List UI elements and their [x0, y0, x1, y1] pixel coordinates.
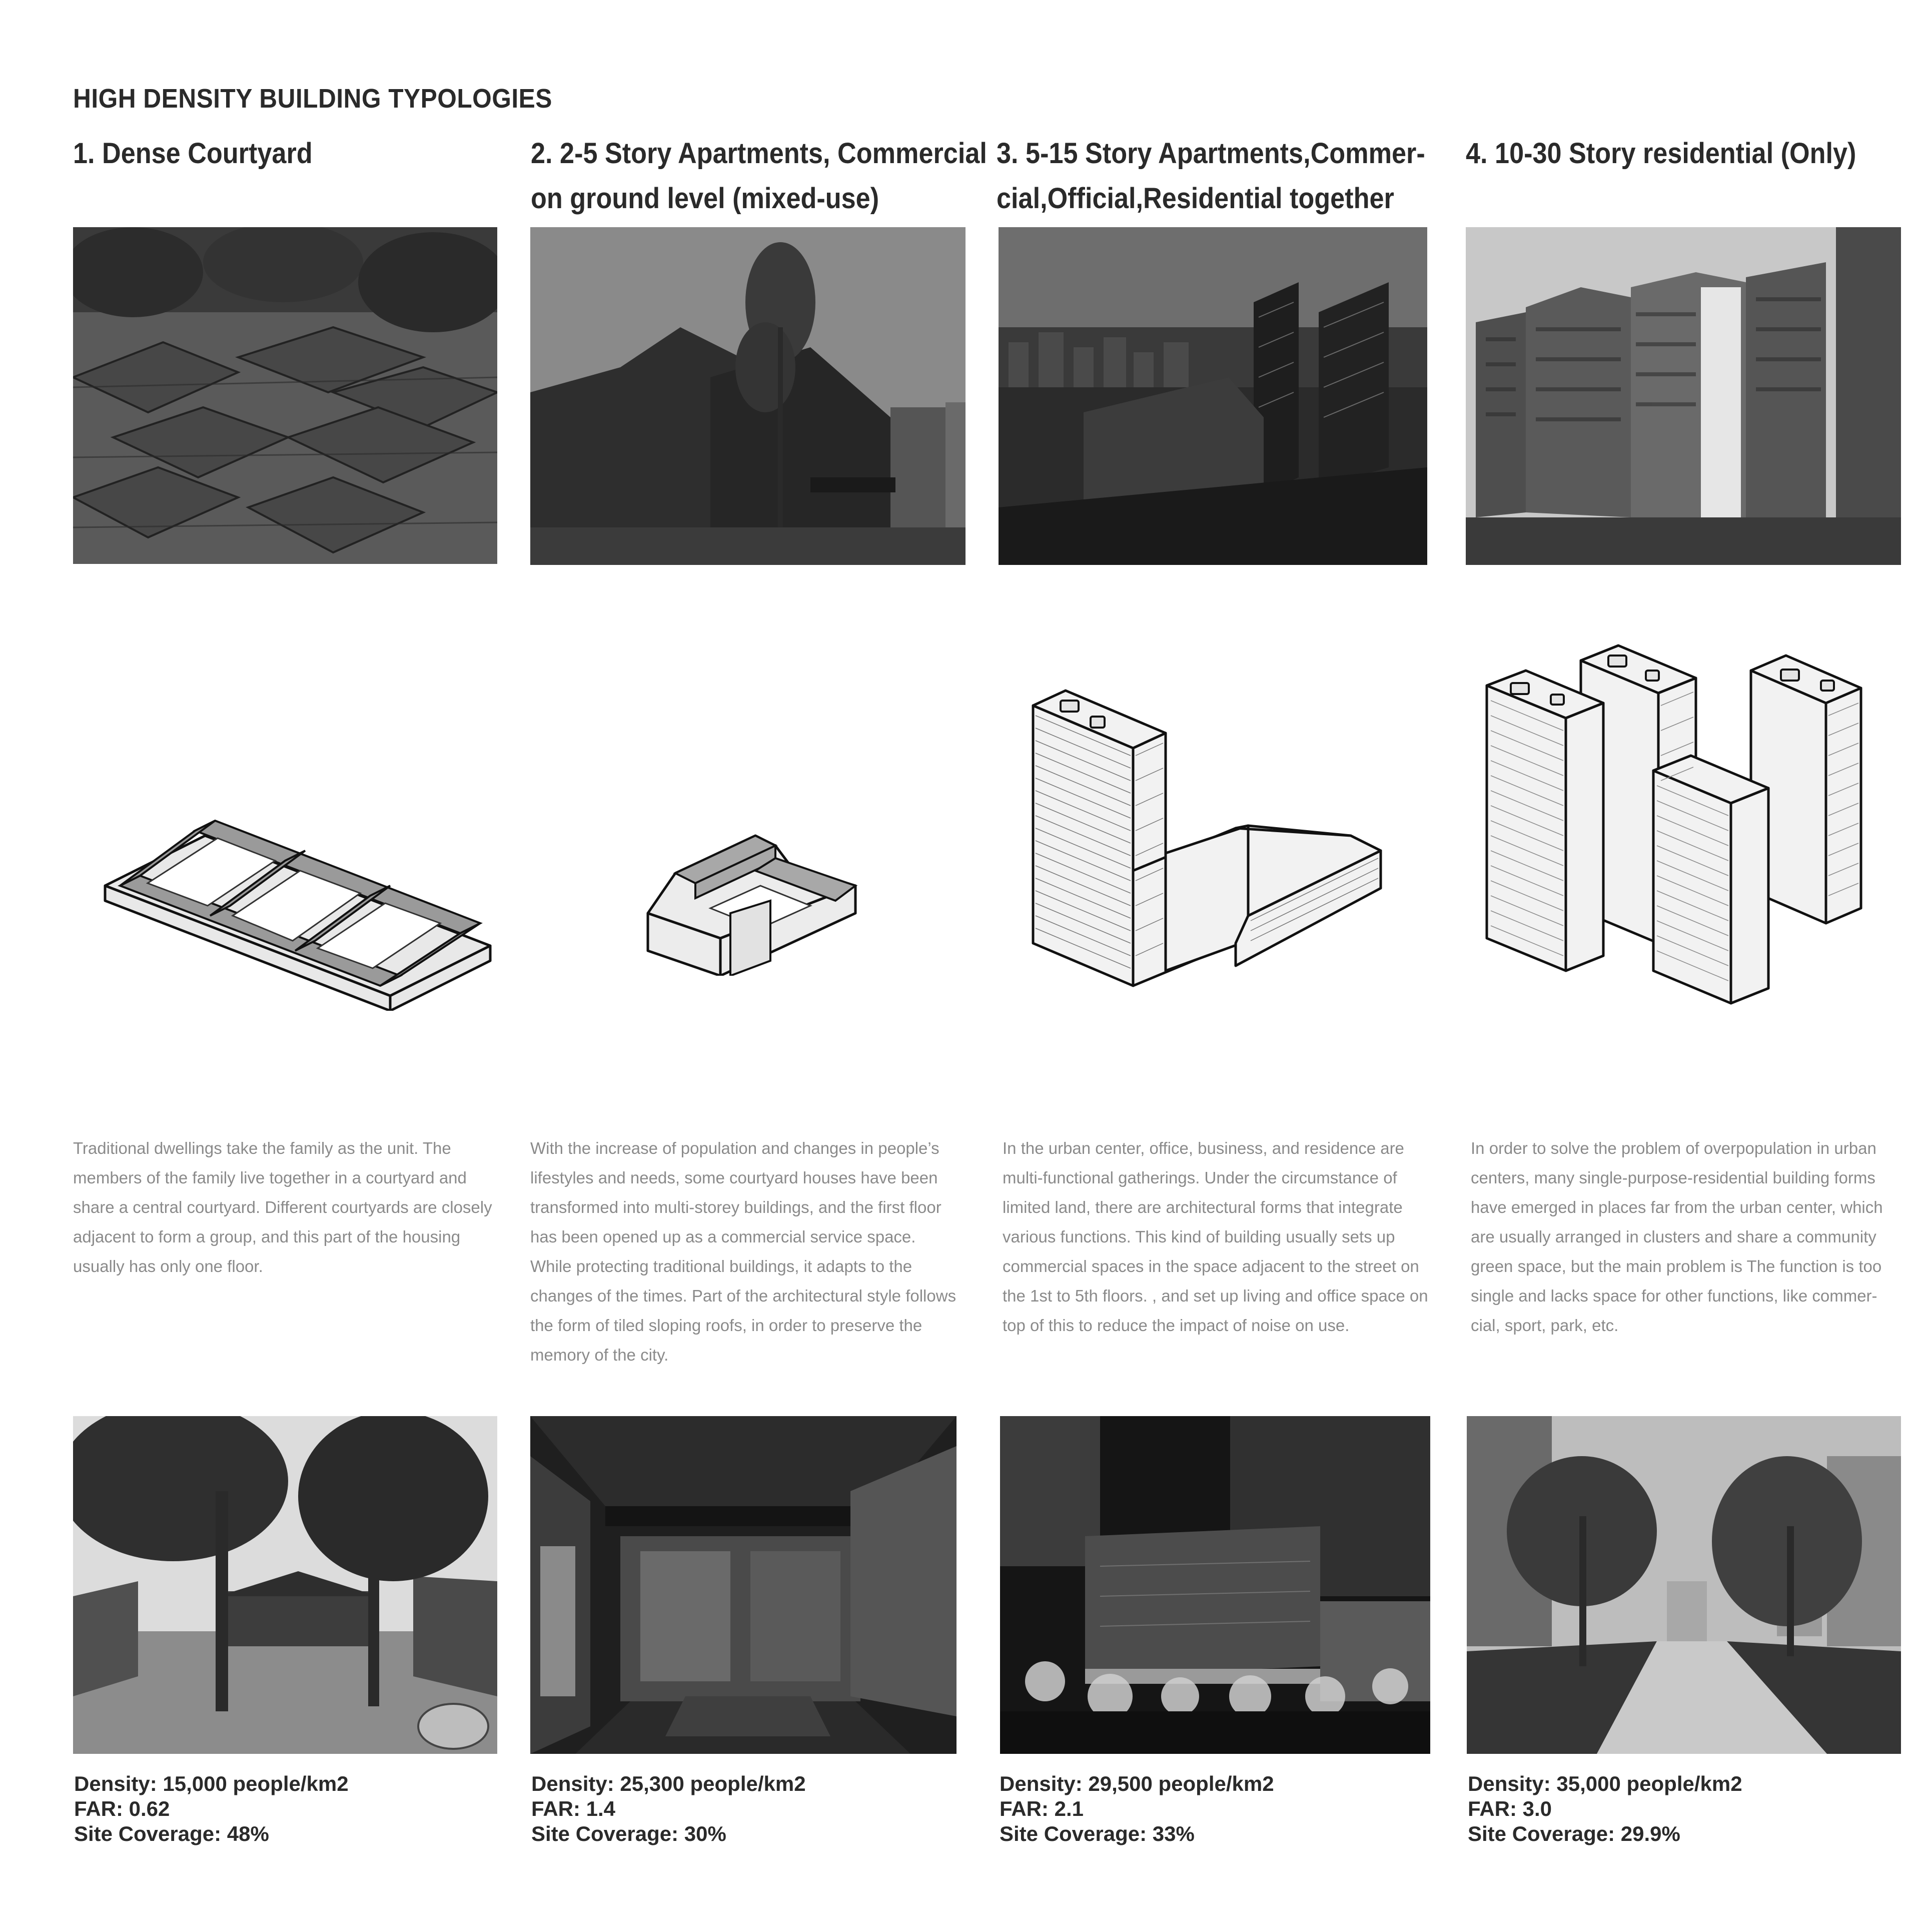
density-stat: Density: 15,000 people/km2: [74, 1772, 349, 1795]
residential-path-photo: [1467, 1416, 1901, 1754]
coverage-stat: Site Coverage: 29.9%: [1468, 1822, 1680, 1845]
coverage-stat: Site Coverage: 30%: [531, 1822, 726, 1845]
mixed-use-isometric-drawing: [645, 826, 865, 978]
page-title: HIGH DENSITY BUILDING TYPOLOGIES: [73, 84, 552, 114]
apartment-blocks-photo: [1466, 227, 1901, 565]
commercial-plaza-photo: [1000, 1416, 1430, 1754]
far-stat: FAR: 2.1: [1000, 1797, 1084, 1820]
coverage-stat: Site Coverage: 48%: [74, 1822, 269, 1845]
density-stat: Density: 25,300 people/km2: [531, 1772, 806, 1795]
far-stat: FAR: 1.4: [531, 1797, 616, 1820]
courtyard-yard-photo: [73, 1416, 497, 1754]
column-4-heading: 4. 10-30 Story residential (Only): [1466, 137, 1856, 170]
courtyard-isometric-drawing: [100, 771, 500, 1013]
column-3-stats: [1000, 1771, 1274, 1846]
column-4-description: In order to solve the problem of overpopulation in urban centers, many single-purpose-residential building forms have emerged in places far from the urban center, which are usually arranged in clusters and share a community green space, but the main problem is The function is too single and lacks space for other functions, like commer- cial, sport, park, etc.: [1471, 1139, 1883, 1335]
column-3-description: In the urban center, office, business, and residence are multi-functional gatherings. Under the circumstance of limited land, there are architectural forms that integrate various functions. This kind of building usually sets up commercial spaces in the space adjacent to the street on the 1st to 5th floors. , and set up living and office space on top of this to reduce the impact of noise on use.: [1003, 1139, 1428, 1335]
courtyard-roofs-photo: [73, 227, 497, 564]
far-stat: FAR: 0.62: [74, 1797, 170, 1820]
mixed-tower-isometric-drawing: [1031, 681, 1396, 1013]
city-night-photo: [999, 227, 1427, 565]
column-1-stats: [74, 1771, 349, 1846]
residential-towers-isometric-drawing: [1481, 630, 1876, 1013]
far-stat: FAR: 3.0: [1468, 1797, 1552, 1820]
mixed-use-building-photo: [530, 227, 966, 565]
column-2-description: With the increase of population and changes in people’s lifestyles and needs, some courtyard houses have been transformed into multi-storey buildings, and the first floor has been opened up as a commercial service space. While protecting traditional buildings, it adapts to the changes of the times. Part of the architectural style follows the form of tiled sloping roofs, in order to preserve the memory of the city.: [530, 1139, 956, 1364]
converted-interior-photo: [530, 1416, 956, 1754]
column-1-heading: 1. Dense Courtyard: [73, 137, 313, 170]
density-stat: Density: 35,000 people/km2: [1468, 1772, 1742, 1795]
column-2-heading: 2. 2-5 Story Apartments, Commercial on ground level (mixed-use): [531, 137, 987, 215]
column-3-heading: 3. 5-15 Story Apartments,Commer- cial,Official,Residential together: [997, 137, 1425, 215]
column-1-description: Traditional dwellings take the family as the unit. The members of the family live together in a courtyard and share a central courtyard. Different courtyards are closely adjacent to form a group, and this part of the housing usually has only one floor.: [73, 1139, 492, 1275]
coverage-stat: Site Coverage: 33%: [1000, 1822, 1195, 1845]
column-2-stats: [531, 1771, 806, 1846]
column-4-stats: [1468, 1771, 1742, 1846]
density-stat: Density: 29,500 people/km2: [1000, 1772, 1274, 1795]
